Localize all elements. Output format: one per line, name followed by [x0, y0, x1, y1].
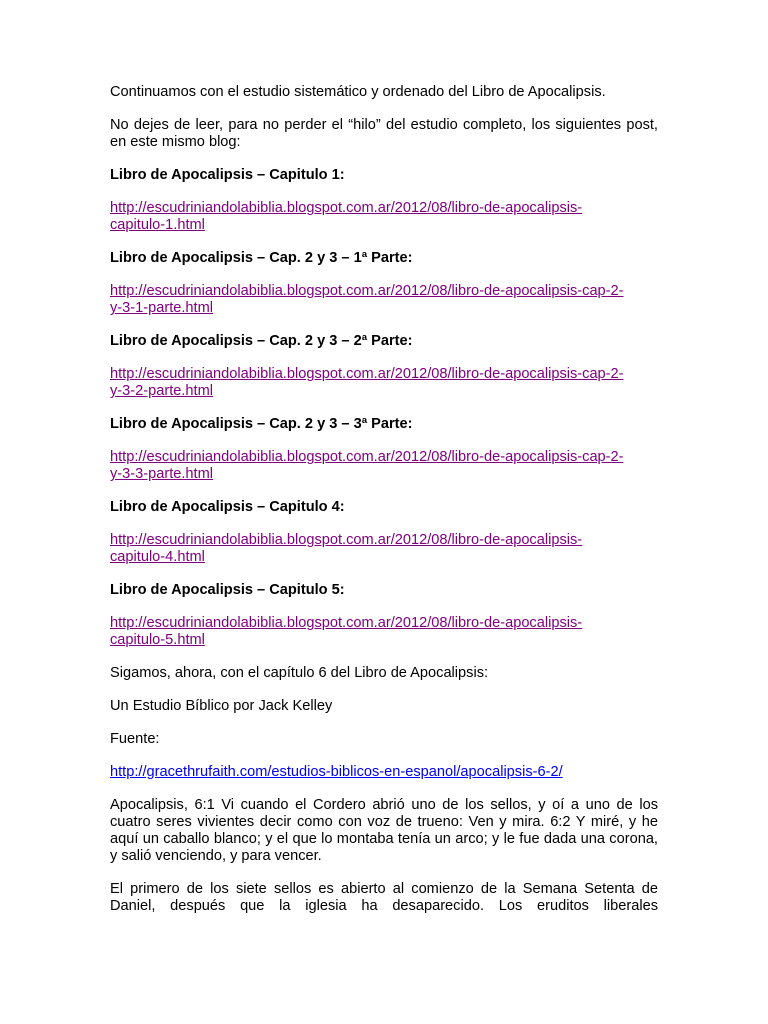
intro-paragraph-1: Continuamos con el estudio sistemático y ordenado del Libro de Apocalipsis. [110, 84, 606, 100]
post-link-6-line-2: capitulo-5.html [110, 632, 205, 648]
post-link-2-line-1: http://escudriniandolabiblia.blogspot.com.ar/2012/08/libro-de-apocalipsis-cap-2- [110, 283, 624, 299]
post-link-4-line-1: http://escudriniandolabiblia.blogspot.com.ar/2012/08/libro-de-apocalipsis-cap-2- [110, 449, 624, 465]
post-link-6-line-1: http://escudriniandolabiblia.blogspot.com.ar/2012/08/libro-de-apocalipsis- [110, 615, 583, 631]
verse-paragraph: Apocalipsis, 6:1 Vi cuando el Cordero abrió uno de los sellos, y oí a uno de los cuatro seres vivientes decir como con voz de trueno: Ven y mira. 6:2 Y miré, y he aquí un caballo blanco; y el que lo montaba tenía un arco; y le fue dada una corona, y salió venciendo, y para vencer. [110, 797, 658, 864]
post-link-3[interactable] [110, 366, 658, 400]
closing-paragraph: El primero de los siete sellos es abierto al comienzo de la Semana Setenta de Daniel, después que la iglesia ha desaparecido. Los eruditos liberales [110, 881, 658, 914]
author-line: Un Estudio Bíblico por Jack Kelley [110, 698, 333, 714]
source-label: Fuente: [110, 731, 160, 747]
intro-paragraph-2: No dejes de leer, para no perder el “hilo” del estudio completo, los siguientes post, en este mismo blog: [110, 117, 658, 150]
post-title-2: Libro de Apocalipsis – Cap. 2 y 3 – 1ª Parte: [110, 250, 413, 266]
post-title-4: Libro de Apocalipsis – Cap. 2 y 3 – 3ª Parte: [110, 416, 413, 432]
post-link-1-line-1: http://escudriniandolabiblia.blogspot.com.ar/2012/08/libro-de-apocalipsis- [110, 200, 583, 216]
post-link-5-line-1: http://escudriniandolabiblia.blogspot.com.ar/2012/08/libro-de-apocalipsis- [110, 532, 583, 548]
post-link-3-line-1: http://escudriniandolabiblia.blogspot.com.ar/2012/08/libro-de-apocalipsis-cap-2- [110, 366, 624, 382]
post-link-6[interactable] [110, 615, 658, 649]
post-link-5-line-2: capitulo-4.html [110, 549, 205, 565]
post-link-1[interactable] [110, 200, 658, 234]
post-link-5[interactable] [110, 532, 658, 566]
post-title-1: Libro de Apocalipsis – Capitulo 1: [110, 167, 345, 183]
post-link-3-line-2: y-3-2-parte.html [110, 383, 213, 399]
post-title-5: Libro de Apocalipsis – Capitulo 4: [110, 499, 345, 515]
post-link-4-line-2: y-3-3-parte.html [110, 466, 213, 482]
post-link-2[interactable] [110, 283, 658, 317]
source-link[interactable]: http://gracethrufaith.com/estudios-biblicos-en-espanol/apocalipsis-6-2/ [110, 764, 563, 780]
post-title-3: Libro de Apocalipsis – Cap. 2 y 3 – 2ª Parte: [110, 333, 413, 349]
post-link-2-line-2: y-3-1-parte.html [110, 300, 213, 316]
post-link-1-line-2: capitulo-1.html [110, 217, 205, 233]
document-page [110, 84, 658, 931]
post-title-6: Libro de Apocalipsis – Capitulo 5: [110, 582, 345, 598]
post-link-4[interactable] [110, 449, 658, 483]
continue-paragraph: Sigamos, ahora, con el capítulo 6 del Libro de Apocalipsis: [110, 665, 489, 681]
